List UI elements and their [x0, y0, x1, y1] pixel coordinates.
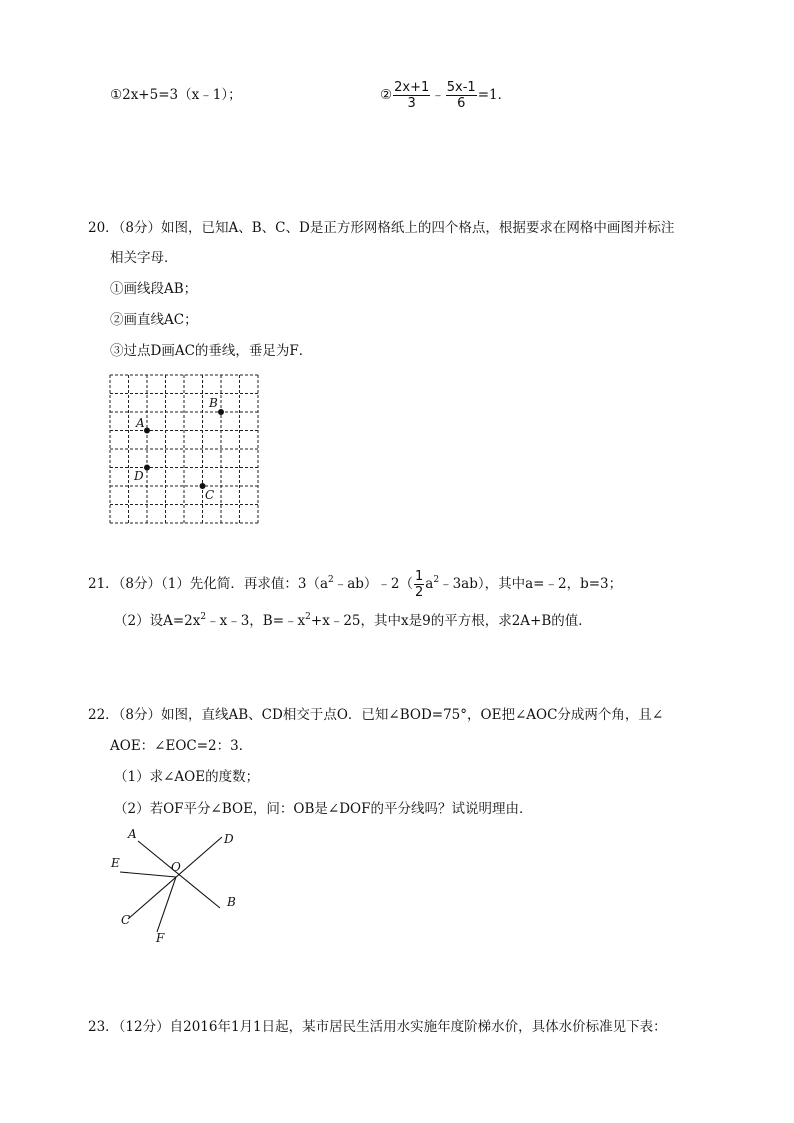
q21-part2-c: +x﹣25，其中x是9的平方根，求2A+B的值． — [310, 613, 592, 629]
q20-item-3: ③过点D画AC的垂线，垂足为F． — [110, 343, 313, 359]
q20-item-1: ①画线段AB； — [110, 281, 198, 297]
q22-stem-line1: 22．（8分）如图，直线AB、CD相交于点O．已知∠BOD=75°，OE把∠AOC分成两个角，且∠ — [88, 707, 664, 723]
q20-grid-figure — [105, 370, 265, 530]
q22-ray-oe — [120, 872, 176, 877]
q19-eq1 — [110, 86, 242, 104]
q21-part1-d: ﹣3ab），其中a=﹣2，b=3； — [439, 576, 623, 592]
q20-label-a: A — [136, 416, 145, 430]
q20-stem-line2: 相关字母． — [110, 250, 178, 266]
q19-eq2-denominator-2: 6 — [457, 96, 466, 111]
q23-stem: 23．（12分）自2016年1月1日起，某市居民生活用水实施年度阶梯水价，具体水价标准见下表： — [88, 1019, 667, 1035]
q22-label-b: B — [227, 895, 236, 909]
q19-eq1-mark: ① — [110, 87, 123, 103]
q21-half-fraction — [414, 569, 424, 600]
q21-part1-sup1: 2 — [328, 575, 334, 585]
q19-eq2-fraction-2 — [446, 80, 477, 111]
q21-part2-a: （2）设A=2x — [114, 613, 201, 629]
q19-eq2 — [380, 78, 511, 112]
q19-eq2-mark: ② — [380, 87, 393, 103]
q21-part2-sup2: 2 — [305, 612, 311, 622]
q20-label-b: B — [209, 396, 218, 410]
q21-part1-b: ﹣ab）﹣2（ — [333, 576, 414, 592]
q22-label-a: A — [128, 827, 137, 841]
q22-label-o: O — [171, 860, 181, 874]
q21-part2-sup1: 2 — [200, 612, 207, 622]
q21-part1-sup2: 2 — [433, 575, 440, 585]
q20-stem-line1: 20．（8分）如图，已知A、B、C、D是正方形网格纸上的四个格点，根据要求在网格中画图并标注 — [88, 220, 675, 236]
q19-eq2-tail: =1． — [477, 87, 512, 103]
q20-grid-lines — [110, 375, 258, 523]
q22-figure — [100, 822, 260, 952]
q19-eq1-text: 2x+5=3（x﹣1）； — [122, 87, 242, 103]
q20-item-2: ②画直线AC； — [110, 312, 198, 328]
q19-eq2-denominator-1: 3 — [407, 96, 416, 111]
q20-point-d — [144, 465, 150, 471]
q21-part1-c: a — [425, 576, 434, 592]
q22-label-c: C — [121, 913, 131, 927]
q19-eq2-numerator-1: 2x+1 — [394, 80, 430, 95]
q20-label-d: D — [134, 469, 144, 483]
q22-line-cd — [128, 837, 222, 919]
q20-point-b — [218, 409, 224, 415]
q19-eq2-fraction-1 — [393, 80, 430, 111]
q21-part1-a: 21．（8分）（1）先化简．再求值：3（a — [88, 576, 328, 592]
q21-part1 — [88, 567, 622, 601]
q22-sub-2: （2）若OF平分∠BOE，问：OB是∠DOF的平分线吗？试说明理由． — [114, 801, 533, 817]
q21-part2 — [114, 612, 592, 630]
q22-stem-line2: AOE：∠EOC=2：3． — [110, 738, 253, 754]
q22-sub-1: （1）求∠AOE的度数； — [114, 769, 260, 785]
q22-label-e: E — [111, 856, 120, 870]
q22-label-f: F — [156, 931, 165, 945]
q20-point-a — [144, 428, 150, 434]
q20-label-c: C — [205, 488, 215, 502]
q22-label-d: D — [224, 832, 234, 846]
q19-eq2-minus: ﹣ — [431, 87, 445, 103]
q21-fraction-numerator: 1 — [415, 569, 424, 584]
q21-part2-b: ﹣x﹣3，B=﹣x — [206, 613, 306, 629]
q21-fraction-denominator: 2 — [415, 585, 424, 600]
q19-eq2-numerator-2: 5x-1 — [446, 80, 476, 95]
